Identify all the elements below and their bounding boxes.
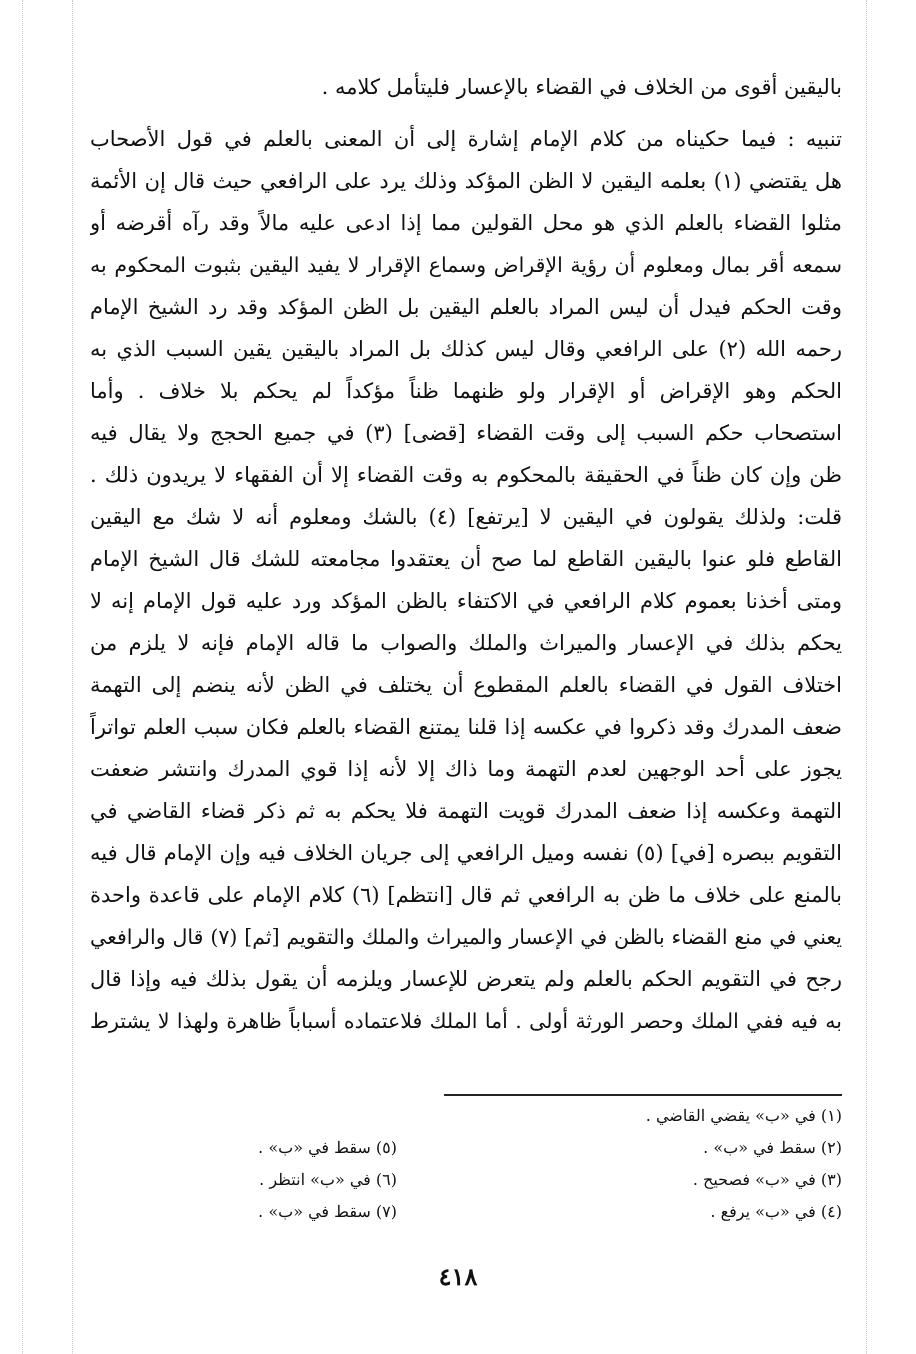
page-number: ٤١٨ [438, 1262, 478, 1291]
text-line: ضعف المدرك وقد ذكروا في عكسه إذا قلنا يمتنع القضاء بالعلم فكان سبب العلم تواتراً [90, 715, 842, 739]
text-line: تنبيه : فيما حكيناه من كلام الإمام إشارة إلى أن المعنى بالعلم في قول الأصحاب [90, 127, 842, 151]
text-line: ظن وإن كان ظناً في الحقيقة بالمحكوم به وقت القضاء إلا أن الفقهاء لا يريدون ذلك . [90, 463, 842, 487]
footnote-7: (٧) سقط في «ب» . [258, 1202, 397, 1221]
text-line: التقويم ببصره [في] (٥) نفسه وميل الرافعي إلى جريان الخلاف فيه وإن الإمام قال فيه [90, 841, 842, 865]
text-line: هل يقتضي (١) بعلمه اليقين لا الظن المؤكد وذلك يرد على الرافعي حيث قال إن الأئمة [90, 169, 842, 193]
footnote-3: (٣) في «ب» فصحيح . [692, 1170, 842, 1189]
text-line: اختلاف القول في القضاء بالعلم المقطوع أن يختلف في الظن لأنه ينضم إلى التهمة [90, 673, 842, 697]
text-line: رحمه الله (٢) على الرافعي وقال ليس كذلك بل المراد باليقين يقين السبب الذي به [90, 337, 842, 361]
footnote-row [90, 1196, 842, 1228]
text-line: يعني في منع القضاء بالظن في الإعسار والميراث والملك والتقويم [ثم] (٧) قال والرافعي [90, 925, 842, 949]
text-line: الحكم وهو الإقراض أو الإقرار ولو ظنهما ظناً مؤكداً لم يحكم بلا خلاف . وأما [90, 379, 842, 403]
text-line: به فيه ففي الملك وحصر الورثة أولى . أما الملك فلاعتماده أسباباً ظاهرة ولهذا لا يشترط [90, 1009, 842, 1033]
footnote-divider [444, 1094, 842, 1096]
footnote-empty [90, 1100, 397, 1132]
text-line: وقت الحكم فيدل أن ليس المراد بالعلم اليقين بل الظن المؤكد وقد رد الشيخ الإمام [90, 295, 842, 319]
binding-dots-right [866, 0, 867, 1354]
footnote-1: (١) في «ب» يقضي القاضي . [645, 1106, 842, 1125]
footnote-row [90, 1164, 842, 1196]
text-line: التهمة وعكسه إذا ضعف المدرك قويت التهمة فلا يحكم به ثم ذكر قضاء القاضي في [90, 799, 842, 823]
main-text [90, 66, 842, 1042]
text-line: سمعه أقر بمال ومعلوم أن رؤية الإقراض وسماع الإقرار لا يفيد اليقين بثبوت المحكوم به [90, 253, 842, 277]
footnote-6: (٦) في «ب» انتظر . [259, 1170, 397, 1189]
text-line: ومتى أخذنا بعموم كلام الرافعي في الاكتفاء بالظن المؤكد ورد عليه قول الإمام إنه لا [90, 589, 842, 613]
binding-dots-left [22, 0, 23, 1354]
footnote-5: (٥) سقط في «ب» . [258, 1138, 397, 1157]
binding-dots-left-2 [72, 0, 73, 1354]
text-line: استصحاب حكم السبب إلى وقت القضاء [قضى] (٣) في جميع الحجج ولا يقال فيه [90, 421, 842, 445]
footnote-4: (٤) في «ب» يرفع . [710, 1202, 842, 1221]
footnotes [90, 1100, 842, 1228]
text-line: رجح في التقويم الحكم بالعلم ولم يتعرض للإعسار ويلزمه أن يقول بذلك فيه وإذا قال [90, 967, 842, 991]
footnote-2: (٢) سقط في «ب» . [703, 1138, 842, 1157]
text-line: يحكم بذلك في الإعسار والميراث والملك والصواب ما قاله الإمام فإنه لا يلزم من [90, 631, 842, 655]
footnote-row [90, 1132, 842, 1164]
text-line: بالمنع على خلاف ما ظن به الرافعي ثم قال [انتظم] (٦) كلام الإمام على قاعدة واحدة [90, 883, 842, 907]
footnote-row [90, 1100, 842, 1132]
text-line: مثلوا القضاء بالعلم الذي هو محل القولين مما إذا ادعى عليه مالاً وقد رآه أقرضه أو [90, 211, 842, 235]
text-line: باليقين أقوى من الخلاف في القضاء بالإعسار فليتأمل كلامه . [321, 75, 842, 99]
text-line: قلت: ولذلك يقولون في اليقين لا [يرتفع] (٤) بالشك ومعلوم أنه لا شك مع اليقين [90, 505, 842, 529]
text-line: القاطع فلو عنوا باليقين القاطع لما صح أن يعتقدوا مجامعته للشك قال الشيخ الإمام [90, 547, 842, 571]
text-line: يجوز على أحد الوجهين لعدم التهمة وما ذاك إلا لأنه إذا قوي المدرك وانتشر ضعفت [90, 757, 842, 781]
